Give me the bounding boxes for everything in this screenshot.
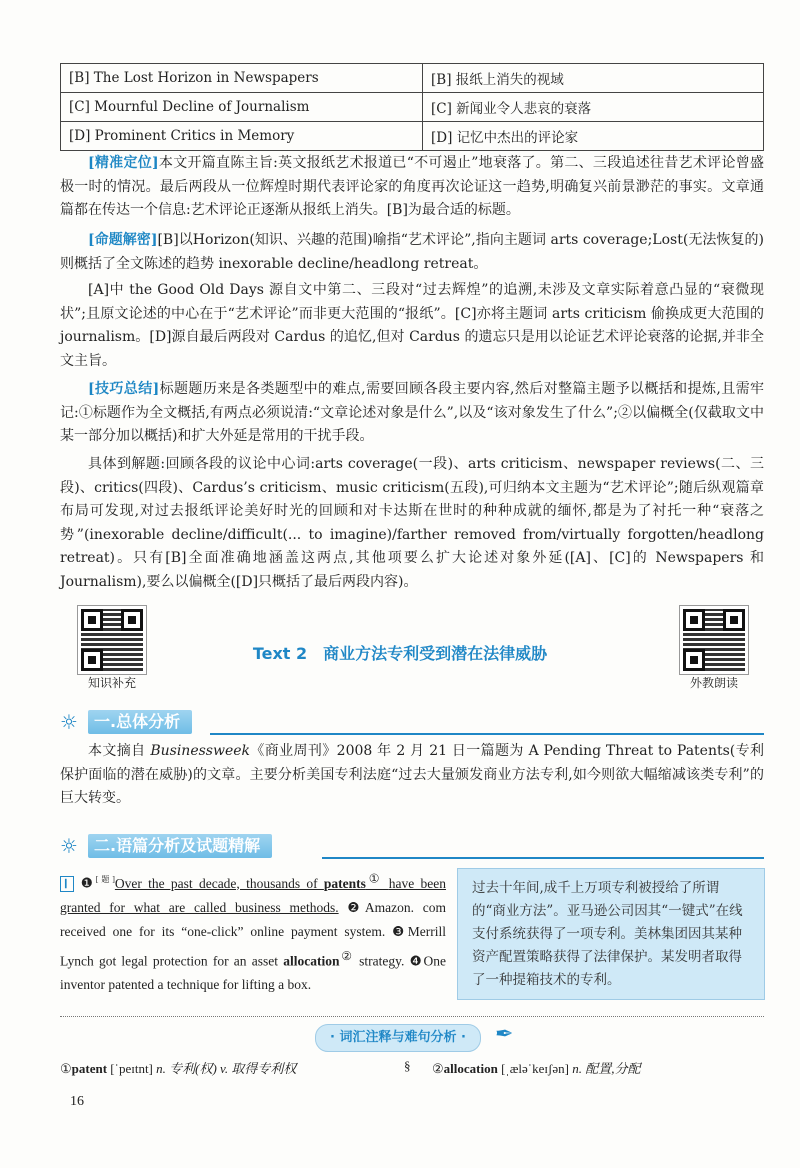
option-en: [D] Prominent Critics in Memory <box>61 122 423 151</box>
lightbulb-icon: ☼ <box>60 834 78 858</box>
note-ipa: [ˌæləˈkeɪʃən] <box>501 1061 569 1076</box>
section-tag: [命题解密] <box>88 232 158 248</box>
page-number: 16 <box>70 1094 84 1109</box>
qr-finder <box>723 609 745 631</box>
pen-icon: ✒ <box>495 1022 514 1047</box>
magazine-name: Businessweek <box>150 743 251 759</box>
section-heading-2 <box>60 833 764 859</box>
section-rule <box>210 733 764 735</box>
overview-paragraph <box>60 740 764 811</box>
option-row <box>61 93 764 122</box>
sentence-1-b: have been granted for what are called business methods. <box>60 875 447 915</box>
qr-finder <box>683 649 705 671</box>
analysis-paragraph <box>60 229 764 276</box>
sentence-marker: ❷ <box>347 899 365 915</box>
overview-pre: 本文摘自 <box>88 743 151 759</box>
vocab-ref: ② <box>339 948 354 963</box>
vocab-word: allocation <box>283 953 340 968</box>
option-cn: [D] 记忆中杰出的评论家 <box>423 122 764 151</box>
options-table <box>60 63 764 151</box>
qr-caption-left: 知识补充 <box>87 676 136 690</box>
option-en: [C] Mournful Decline of Journalism <box>61 93 423 122</box>
paragraph-text: 本文开篇直陈主旨:英文报纸艺术报道已“不可遏止”地衰落了。第二、三段追述往昔艺术评论曾盛极一时的情况。最后两段从一位辉煌时期代表评论家的角度再次论证这一趋势,明确复兴前景渺茫的事实。文章通篇都在传达一个信息:艺术评论正逐渐从报纸上消失。[B]为最合适的标题。 <box>60 155 765 218</box>
vocab-word: patents <box>323 875 366 891</box>
sentence-2: Amazon. com received one for its “one-click” online payment system. <box>60 899 447 939</box>
analysis-paragraph <box>60 453 764 594</box>
section-rule <box>322 857 764 859</box>
section-heading-1 <box>60 709 764 735</box>
option-cn: [C] 新闻业令人悲哀的衰落 <box>423 93 764 122</box>
paragraph-text: [B]以Horizon(知识、兴趣的范围)喻指“艺术评论”,指向主题词 arts coverage;Lost(无法恢复的)则概括了全文陈述的趋势 inexorable decline/headlong retreat。 <box>60 232 764 272</box>
paragraph-number: Ⅰ <box>60 876 74 892</box>
paragraph-text: 标题题历来是各类题型中的难点,需要回顾各段主要内容,然后对整篇主题予以概括和提炼,且需牢记:①标题作为全文概括,有两点必须说清:“文章论述对象是什么”,以及“该对象发生了什么”;②以偏概全(仅截取文中某一部分加以概括)和扩大外延是常用的干扰手段。 <box>60 381 764 444</box>
vocab-label: · 词汇注释与难句分析 · <box>315 1024 481 1052</box>
sentence-1-a: Over the past decade, thousands of <box>114 875 324 891</box>
lightbulb-icon: ☼ <box>60 710 78 734</box>
option-en: [B] The Lost Horizon in Newspapers <box>61 64 423 93</box>
option-cn: [B] 报纸上消失的视域 <box>423 64 764 93</box>
sentence-marker: ❶ <box>80 875 96 891</box>
qr-caption-right: 外教朗读 <box>689 676 738 690</box>
qr-finder <box>81 609 103 631</box>
note-word: patent <box>71 1061 108 1076</box>
note-definition: n. 配置,分配 <box>572 1061 641 1076</box>
section-title: 一.总体分析 <box>88 710 192 734</box>
translation-box <box>457 868 765 1000</box>
section-tag: [精准定位] <box>88 155 159 171</box>
translation-text: 过去十年间,成千上万项专利被授给了所谓的“商业方法”。亚马逊公司因其“一键式”在线支付系统获得了一项专利。美林集团因其某种资产配置策略获得了法律保护。某发明者取得了一种提箱技术的专利。 <box>472 880 743 988</box>
qr-finder <box>683 609 705 631</box>
vocab-note <box>432 1058 640 1077</box>
vocab-note <box>60 1058 296 1077</box>
text2-title: Text 2 商业方法专利受到潜在法律威胁 <box>252 644 548 663</box>
sentence-marker: ❹ <box>409 953 424 968</box>
analysis-paragraph <box>60 152 764 223</box>
question-mark-sup: [题] <box>95 875 115 884</box>
analysis-paragraph <box>60 279 764 373</box>
analysis-paragraph <box>60 378 764 449</box>
dotted-divider <box>60 1016 764 1017</box>
paragraph-text: [A]中 the Good Old Days 源自文中第二、三段对“过去辉煌”的追溯,未涉及文章实际着意凸显的“衰微现状”;且原文论述的中心在于“艺术评论”而非更大范围的“报纸”。[C]亦将主题词 arts criticism 偷换成更大范围的 journalism。[D]源自最后两段对 Cardus 的追忆,但对 Cardus 的遗忘只是用以论证艺术评论衰落的论据,并非全文主旨。 <box>60 282 764 369</box>
vocab-ref: ① <box>365 871 383 885</box>
paragraph-text: 具体到解题:回顾各段的议论中心词:arts coverage(一段)、arts criticism、newspaper reviews(二、三段)、critics(四段)、Cardus’s criticism、music criticism(五段),可归纳本文主题为“艺术评论”;随后纵观篇章布局可发现,对过去报纸评论美好时光的回顾和对卡达斯在世时的种种成就的缅怀,都是为了衬托一种“衰落之势”(inexorable decline/difficult(... to imagine)/farther removed from/virtually forgotten/headlong retreat)。只有[B]全面准确地涵盖这两点,其他项要么扩大论述对象外延([A]、[C]的 Newspapers 和 Journalism),要么以偏概全([D]只概括了最后两段内容)。 <box>60 456 764 590</box>
section-tag: [技巧总结] <box>88 381 160 397</box>
sentence-4: One inventor patented a technique for lifting a box. <box>60 953 447 992</box>
qr-finder <box>121 609 143 631</box>
overview-post: 《商业周刊》2008 年 2 月 21 日一篇题为 A Pending Threat to Patents(专利保护面临的潜在威胁)的文章。主要分析美国专利法庭“过去大量颁发商业方法专利,如今则欲大幅缩减该类专利”的巨大转变。 <box>60 743 765 806</box>
sentence-marker: ❸ <box>392 923 408 939</box>
section-title: 二.语篇分析及试题精解 <box>88 834 272 858</box>
sentence-3-b: strategy. <box>353 953 410 968</box>
note-number: ② <box>432 1061 444 1076</box>
sentence-3-a: Merrill Lynch got legal protection for an asset <box>60 923 446 968</box>
note-number: ① <box>60 1061 72 1076</box>
english-passage <box>60 866 446 997</box>
note-separator: § <box>404 1058 411 1073</box>
note-word: allocation <box>443 1061 498 1076</box>
option-row <box>61 64 764 93</box>
option-row <box>61 122 764 151</box>
note-definition: n. 专利(权) v. 取得专利权 <box>156 1061 297 1076</box>
qr-code-right[interactable] <box>680 606 748 674</box>
note-ipa: [ˈpeɪtnt] <box>110 1061 153 1076</box>
